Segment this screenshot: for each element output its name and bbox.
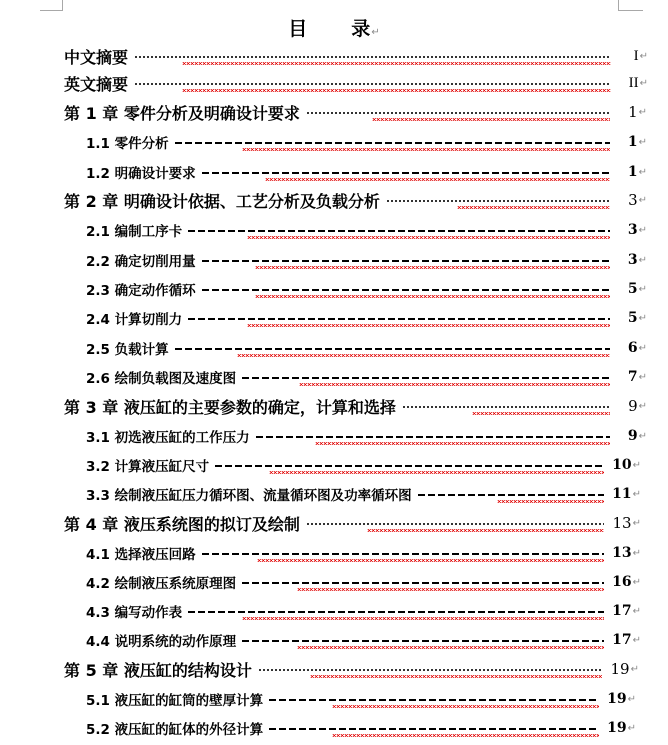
toc-dot-leader: [258, 658, 602, 680]
toc-section-entry[interactable]: [86, 483, 641, 505]
leader-dots: [175, 142, 610, 144]
spellcheck-underline: [310, 675, 602, 678]
toc-entry-label: 2.1 编制工序卡: [86, 224, 183, 240]
paragraph-mark-icon: ↵: [638, 312, 647, 324]
toc-dot-leader: [269, 717, 598, 739]
spellcheck-underline: [242, 148, 610, 151]
toc-page-number: 6: [627, 340, 638, 356]
spellcheck-underline: [472, 412, 610, 415]
spellcheck-underline: [299, 383, 610, 386]
paragraph-mark-icon: ↵: [638, 166, 647, 178]
toc-page-number: 19: [607, 720, 627, 736]
page-corner-mark-left: [40, 0, 63, 11]
leader-dots: [202, 172, 610, 174]
leader-dots: [202, 553, 604, 555]
toc-dot-leader: [242, 366, 609, 388]
paragraph-mark-icon: ↵: [632, 576, 641, 588]
paragraph-mark-icon: ↵: [638, 430, 647, 442]
toc-page-number: 1: [628, 103, 638, 121]
spellcheck-underline: [315, 442, 610, 445]
toc-entry-label: 2.5 负载计算: [86, 342, 169, 358]
spellcheck-underline: [372, 118, 610, 121]
toc-section-entry[interactable]: [86, 571, 641, 593]
toc-dot-leader: [306, 101, 610, 123]
paragraph-mark-icon: ↵: [632, 488, 641, 500]
toc-entry-label: 4.1 选择液压回路: [86, 547, 196, 563]
toc-section-entry[interactable]: [86, 161, 647, 183]
toc-chapter-entry[interactable]: [64, 101, 647, 123]
paragraph-mark-icon: ↵: [638, 136, 647, 148]
paragraph-mark-icon: ↵: [638, 224, 647, 236]
toc-page-number: 3: [627, 252, 638, 268]
toc-page-number: 9: [628, 397, 638, 415]
spellcheck-underline: [247, 324, 610, 327]
toc-dot-leader: [306, 512, 604, 534]
toc-dot-leader: [418, 483, 604, 505]
spellcheck-underline: [257, 559, 604, 562]
toc-page-number: 3: [628, 191, 638, 209]
toc-chapter-entry[interactable]: [64, 72, 648, 94]
leader-dots: [188, 318, 609, 320]
paragraph-mark-icon: ↵: [638, 194, 647, 206]
paragraph-mark-icon: ↵: [638, 283, 647, 295]
paragraph-mark-icon: ↵: [632, 517, 641, 529]
toc-chapter-entry[interactable]: [64, 658, 639, 680]
toc-dot-leader: [256, 425, 610, 447]
toc-page-number: 19: [607, 691, 627, 707]
spellcheck-underline: [242, 617, 604, 620]
toc-entry-label: 5.1 液压缸的缸筒的壁厚计算: [86, 693, 264, 709]
toc-page-number: 19: [610, 660, 630, 678]
toc-entry-label: 2.6 绘制负载图及速度图: [86, 371, 237, 387]
paragraph-mark-icon: ↵: [632, 605, 641, 617]
toc-entry-label: 1.1 零件分析: [86, 136, 169, 152]
toc-entry-label: 第 5 章 液压缸的结构设计: [64, 660, 252, 680]
toc-section-entry[interactable]: [86, 337, 647, 359]
toc-entry-label: 2.3 确定动作循环: [86, 283, 196, 299]
spellcheck-underline: [332, 734, 599, 737]
leader-dots: [188, 611, 603, 613]
toc-section-entry[interactable]: [86, 278, 647, 300]
leader-dots: [242, 377, 609, 379]
toc-chapter-entry[interactable]: [64, 395, 647, 417]
toc-dot-leader: [188, 219, 609, 241]
toc-section-entry[interactable]: [86, 425, 647, 447]
leader-dots: [202, 289, 610, 291]
toc-section-entry[interactable]: [86, 249, 647, 271]
toc-page-number: I: [633, 47, 639, 64]
toc-entry-label: 中文摘要: [64, 47, 129, 67]
paragraph-mark-icon: ↵: [630, 663, 639, 675]
toc-dot-leader: [202, 161, 610, 183]
toc-entry-label: 4.3 编写动作表: [86, 605, 183, 621]
spellcheck-underline: [457, 206, 610, 209]
toc-page-number: 10: [612, 457, 632, 473]
toc-chapter-entry[interactable]: [64, 512, 641, 534]
toc-dot-leader: [134, 72, 611, 94]
toc-section-entry[interactable]: [86, 600, 641, 622]
leader-dots: [242, 582, 603, 584]
toc-chapter-entry[interactable]: [64, 45, 648, 67]
paragraph-mark-icon: ↵: [638, 371, 647, 383]
toc-entry-label: 3.3 绘制液压缸压力循环图、流量循环图及功率循环图: [86, 488, 412, 504]
spellcheck-underline: [497, 500, 604, 503]
toc-page-number: 17: [612, 632, 632, 648]
paragraph-mark-icon: ↵: [632, 634, 641, 646]
toc-dot-leader: [269, 688, 598, 710]
paragraph-mark-icon: ↵: [638, 400, 647, 412]
paragraph-mark-icon: ↵: [638, 106, 647, 118]
leader-dots: [175, 348, 610, 350]
paragraph-mark-icon: ↵: [638, 342, 647, 354]
toc-dot-leader: [134, 45, 611, 67]
toc-page-number: 1: [627, 134, 638, 150]
paragraph-mark-icon: ↵: [639, 77, 648, 89]
spellcheck-underline: [255, 266, 610, 269]
toc-dot-leader: [188, 600, 603, 622]
toc-section-entry[interactable]: [86, 542, 641, 564]
toc-page-number: 5: [627, 281, 638, 297]
toc-page-number: 11: [612, 486, 632, 502]
toc-entry-label: 第 3 章 液压缸的主要参数的确定，计算和选择: [64, 397, 396, 417]
spellcheck-underline: [255, 295, 610, 298]
page-corner-mark-right: [618, 0, 643, 11]
toc-dot-leader: [175, 337, 610, 359]
toc-entry-label: 第 4 章 液压系统图的拟订及绘制: [64, 514, 300, 534]
leader-dots: [269, 699, 598, 701]
leader-dots: [402, 406, 610, 408]
toc-entry-label: 3.1 初选液压缸的工作压力: [86, 430, 250, 446]
toc-dot-leader: [202, 278, 610, 300]
toc-title: [0, 14, 668, 41]
toc-dot-leader: [202, 249, 610, 271]
toc-dot-leader: [202, 542, 604, 564]
toc-dot-leader: [175, 131, 610, 153]
toc-page-number: 16: [612, 574, 632, 590]
leader-dots: [306, 523, 604, 525]
toc-entry-label: 3.2 计算液压缸尺寸: [86, 459, 210, 475]
paragraph-mark-icon: ↵: [639, 50, 648, 62]
toc-chapter-entry[interactable]: [64, 189, 647, 211]
leader-dots: [188, 230, 609, 232]
toc-section-entry[interactable]: [86, 219, 647, 241]
toc-entry-label: 5.2 液压缸的缸体的外径计算: [86, 722, 264, 738]
toc-section-entry[interactable]: [86, 366, 647, 388]
toc-entry-label: 2.2 确定切削用量: [86, 254, 196, 270]
toc-entry-label: 1.2 明确设计要求: [86, 166, 196, 182]
toc-section-entry[interactable]: [86, 717, 636, 739]
paragraph-mark-icon: ↵: [627, 722, 636, 734]
spellcheck-underline: [367, 529, 604, 532]
toc-title-char-1: 目: [288, 18, 308, 40]
toc-page-number: 1: [627, 164, 638, 180]
leader-dots: [134, 56, 611, 58]
toc-page-number: II: [628, 74, 639, 91]
toc-dot-leader: [242, 571, 603, 593]
spellcheck-underline: [247, 236, 610, 239]
toc-section-entry[interactable]: [86, 307, 647, 329]
paragraph-mark-icon: ↵: [632, 547, 641, 559]
leader-dots: [134, 83, 611, 85]
toc-dot-leader: [386, 189, 610, 211]
toc-page-number: 5: [627, 310, 638, 326]
toc-page-number: 3: [627, 222, 638, 238]
spellcheck-underline: [297, 588, 604, 591]
toc-entry-label: 4.4 说明系统的动作原理: [86, 634, 237, 650]
leader-dots: [269, 728, 598, 730]
spellcheck-underline: [269, 471, 604, 474]
leader-dots: [256, 436, 610, 438]
leader-dots: [306, 112, 610, 114]
toc-dot-leader: [402, 395, 610, 417]
spellcheck-underline: [265, 178, 610, 181]
toc-dot-leader: [188, 307, 609, 329]
paragraph-mark-icon: ↵: [638, 254, 647, 266]
toc-page-number: 7: [627, 369, 638, 385]
toc-entry-label: 2.4 计算切削力: [86, 312, 183, 328]
spellcheck-underline: [297, 646, 604, 649]
toc-page-number: 13: [612, 545, 632, 561]
leader-dots: [242, 640, 603, 642]
toc-section-entry[interactable]: [86, 629, 641, 651]
leader-dots: [258, 669, 602, 671]
toc-page-number: 17: [612, 603, 632, 619]
spellcheck-underline: [182, 62, 611, 65]
toc-entry-label: 第 1 章 零件分析及明确设计要求: [64, 103, 300, 123]
paragraph-mark-icon: ↵: [632, 459, 641, 471]
toc-page-number: 13: [612, 514, 632, 532]
toc-entry-label: 第 2 章 明确设计依据、工艺分析及负载分析: [64, 191, 380, 211]
spellcheck-underline: [182, 89, 611, 92]
leader-dots: [386, 200, 610, 202]
leader-dots: [215, 465, 603, 467]
toc-page-number: 9: [627, 428, 638, 444]
toc-entry-label: 英文摘要: [64, 74, 129, 94]
paragraph-mark-icon: ↵: [371, 27, 380, 38]
leader-dots: [418, 494, 604, 496]
spellcheck-underline: [332, 705, 599, 708]
paragraph-mark-icon: ↵: [627, 693, 636, 705]
toc-title-char-2: 录: [351, 18, 371, 40]
toc-section-entry[interactable]: [86, 688, 636, 710]
toc-dot-leader: [215, 454, 603, 476]
leader-dots: [202, 260, 610, 262]
toc-section-entry[interactable]: [86, 131, 647, 153]
toc-entry-label: 4.2 绘制液压系统原理图: [86, 576, 237, 592]
toc-dot-leader: [242, 629, 603, 651]
spellcheck-underline: [237, 354, 610, 357]
toc-section-entry[interactable]: [86, 454, 641, 476]
